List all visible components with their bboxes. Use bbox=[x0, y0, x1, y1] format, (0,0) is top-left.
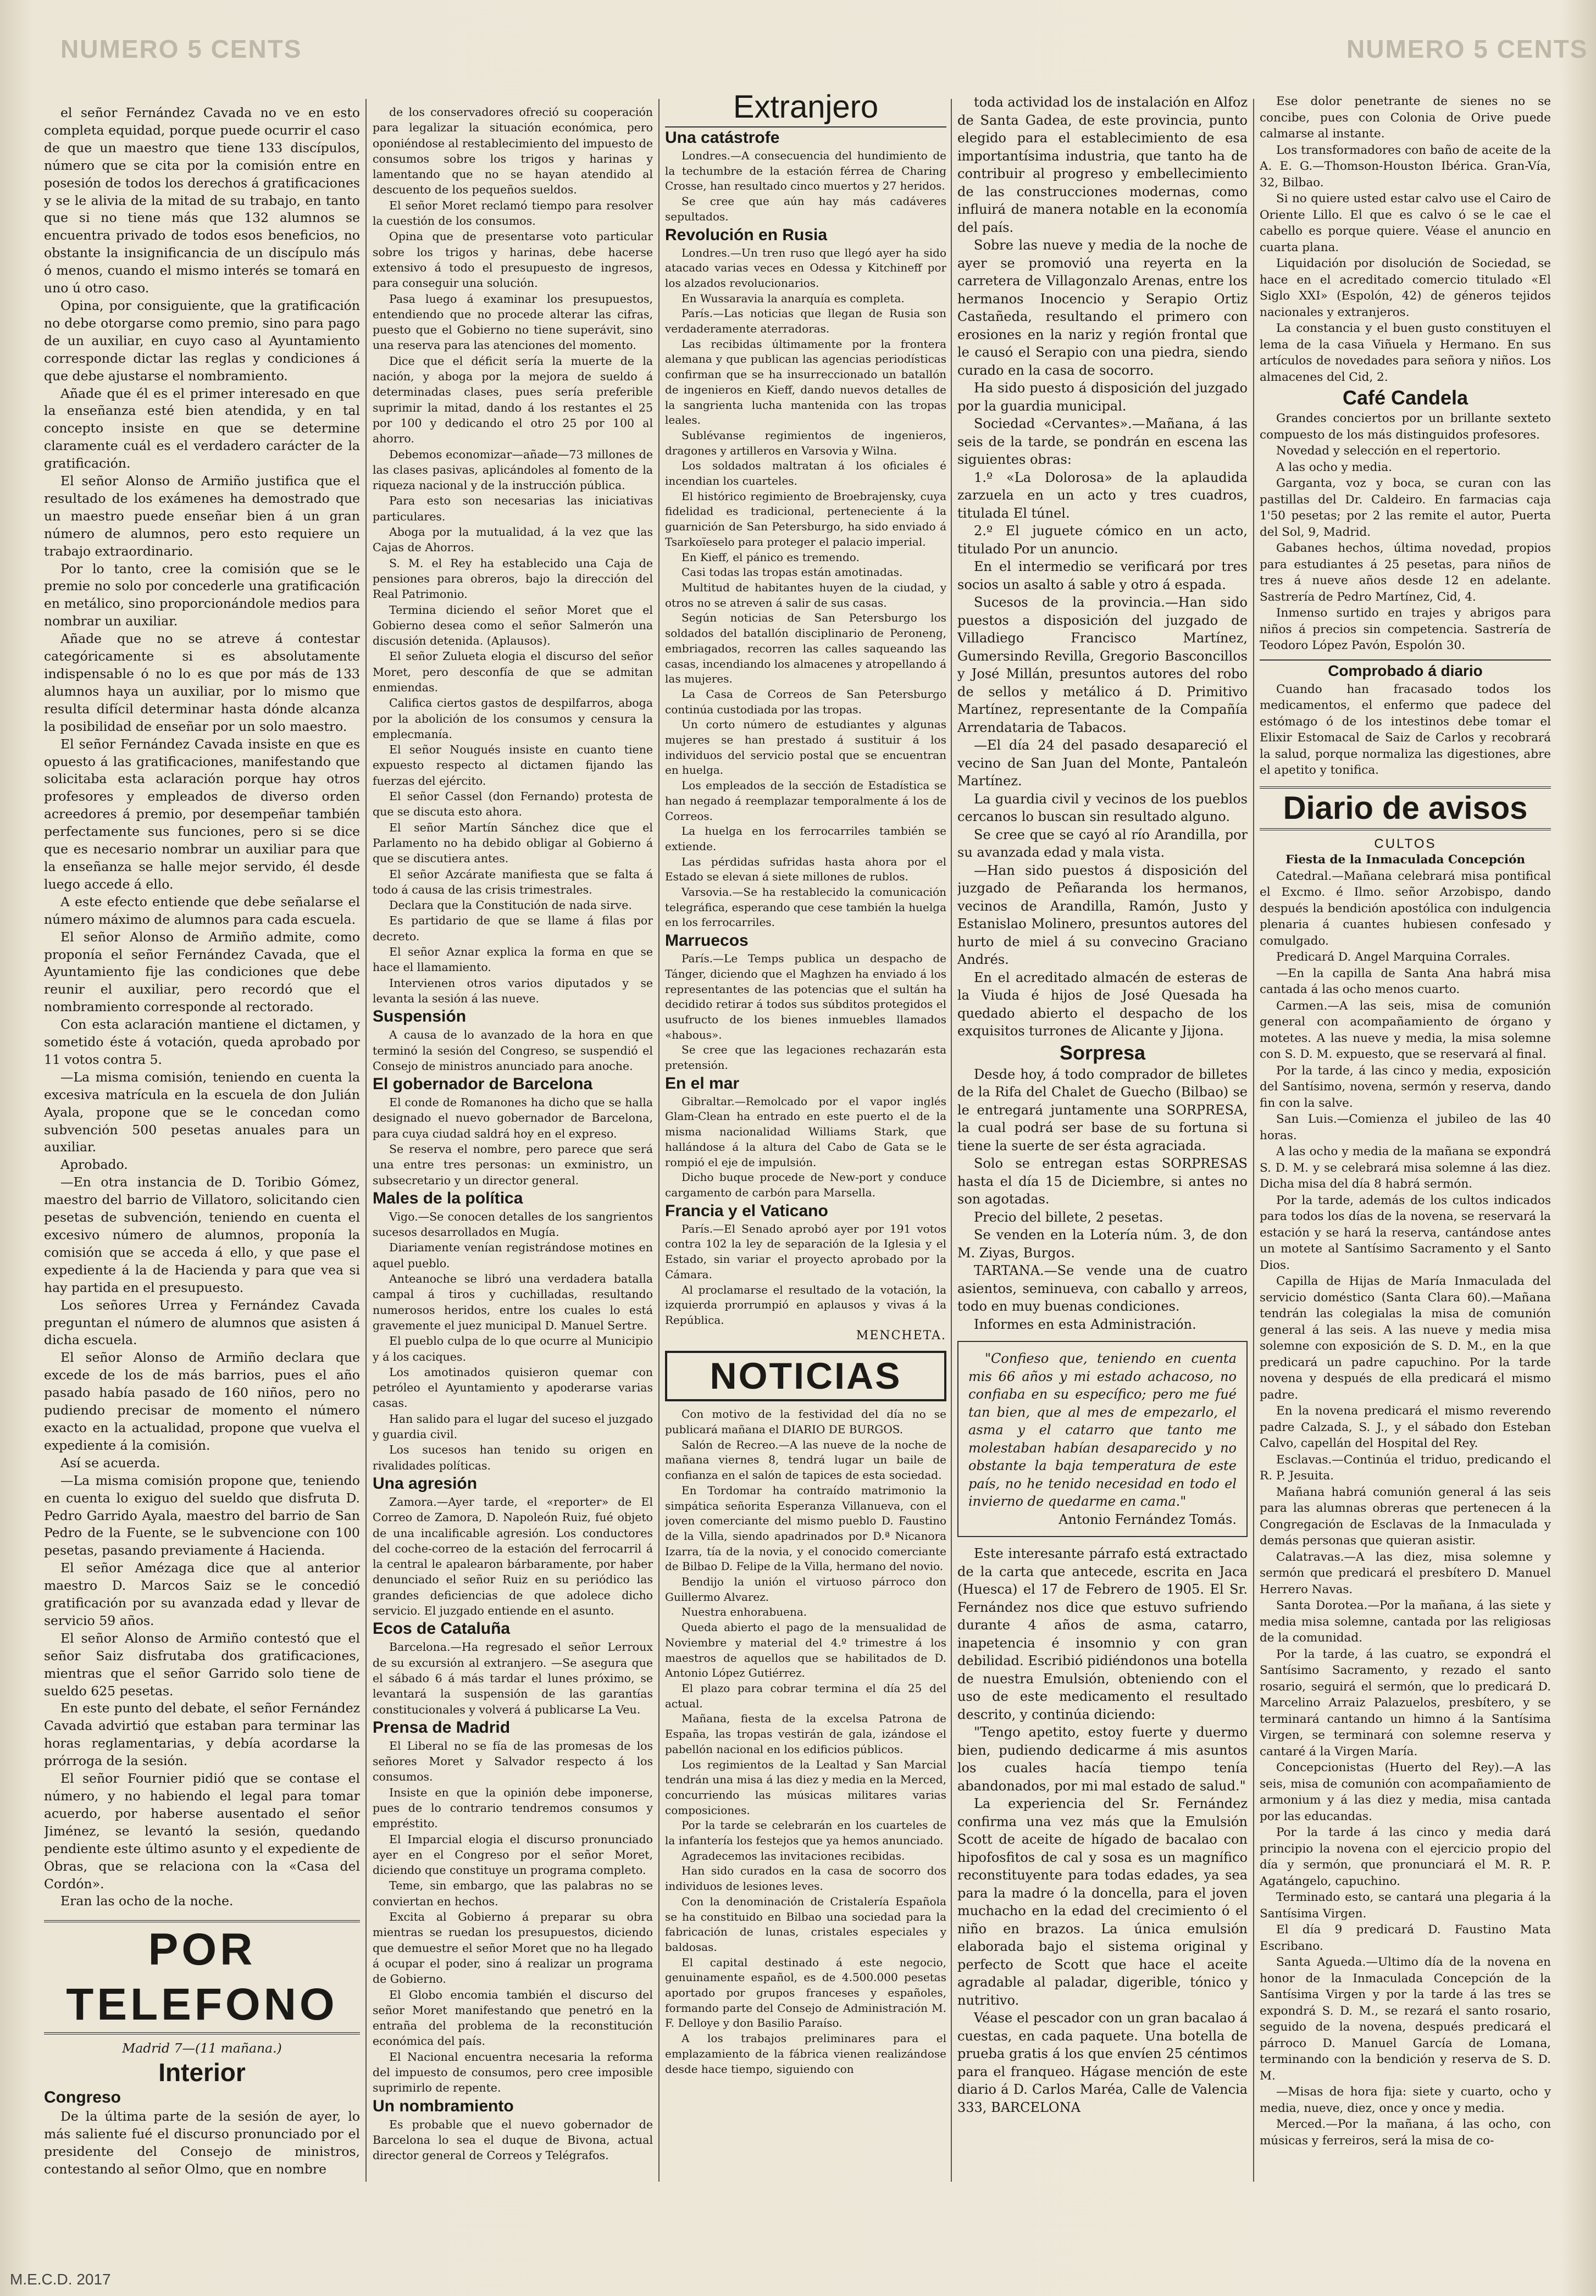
cultos-item: Santa Agueda.—Ultimo día de la novena en honor de la Inmaculada Concepción de la Santísima Virgen y por la tarde á las tres se expondrá S. D. M., se rezará el santo rosario, seguido de la novena, después predicará el párroco D. Manuel García de Lomana, terminando con la bendición y reserva de S. D. M. bbox=[1260, 1955, 1551, 2083]
article-paragraph: Termina diciendo el señor Moret que el Gobierno desea como el señor Salmerón una discusión detenida. (Aplausos). bbox=[373, 603, 653, 648]
article-paragraph: Los señores Urrea y Fernández Cavada preguntan el número de alumnos que asisten á dicha escuela. bbox=[44, 1297, 360, 1348]
cultos-item: Carmen.—A las seis, misa de comunión general con acompañamiento de órgano y motetes. A las nueve y media, la misa solemne con S. D. M. expuesto, que se reservará al final. bbox=[1260, 999, 1551, 1061]
cultos-item: Terminado esto, se cantará una plegaria á la Santísima Virgen. bbox=[1260, 1890, 1551, 1921]
section-cataluna-text: Barcelona.—Ha regresado el señor Lerroux de su excursión al extranjero. —Se asegura que el sábado 6 á más tardar el lunes próximo, se levantará la suspensión de las garantías constitucionales y volverá á publicarse La Veu. bbox=[373, 1640, 653, 1716]
article-paragraph: El señor Amézaga dice que al anterior maestro D. Marcos Saiz se le concedió gratificación por su avanzada edad y llevar de servicio 59 años. bbox=[44, 1560, 360, 1628]
cultos-item: —Misas de hora fija: siete y cuarto, ocho y media, nueve, diez, once y once y media. bbox=[1260, 2085, 1551, 2115]
news-item: Sociedad «Cervantes».—Mañana, á las seis de la tarde, se pondrán en escena las siguientes obras: bbox=[957, 416, 1248, 467]
article-paragraph: Los amotinados quisieron quemar con petróleo el Ayuntamiento y apoderarse varias casas. bbox=[373, 1365, 653, 1410]
news-item: Se cree que se cayó al río Arandilla, por su avanzada edad y mala vista. bbox=[957, 827, 1248, 860]
news-item: —Han sido puestos á disposición del juzgado de Peñaranda los hermanos, vecinos de Arandilla, Ramón, Justo y Estanislao Molinero, presuntos autores del hurto de miel á su convecino Graciano Andrés. bbox=[957, 862, 1248, 967]
cultos-item: Esclavas.—Continúa el triduo, predicando el R. P. Jesuita. bbox=[1260, 1452, 1551, 1483]
news-item: Queda abierto el pago de la mensualidad de Noviembre y material del 4.º trimestre á los maestros de aquellos que se habilitados de D. Antonio López Gutiérrez. bbox=[665, 1621, 946, 1680]
news-item: En el intermedio se verificará por tres socios un asalto á sable y otro á espada. bbox=[957, 559, 1248, 592]
article-paragraph: Sublévanse regimientos de ingenieros, dragones y artilleros en Varsovia y Wilna. bbox=[665, 428, 946, 457]
news-item: Con la denominación de Cristalería Española se ha constituido en Bilbao una sociedad para la fabricación de lunas, cristales especiales y baldosas. bbox=[665, 1894, 946, 1954]
congreso-text: De la última parte de la sesión de ayer, lo más saliente fué el discurso pronunciado por el presidente del Consejo de ministros, contestando al señor Olmo, que en nombre bbox=[44, 2109, 360, 2177]
article-paragraph: El Nacional encuentra necesaria la reforma del impuesto de consumos, pero cree imposible suprimirlo de repente. bbox=[373, 2050, 653, 2095]
section-rusia-body bbox=[665, 246, 946, 931]
cultos-item: Santa Dorotea.—Por la mañana, á las siete y media misa solemne, cantada por las religiosas de la comunidad. bbox=[1260, 1599, 1551, 1645]
section-prensa-title: Prensa de Madrid bbox=[373, 1718, 511, 1737]
article-paragraph: Se reserva el nombre, pero parece que será una entre tres personas: un exministro, un subsecretario y un director general. bbox=[373, 1143, 653, 1187]
cultos-item: Capilla de Hijas de María Inmaculada del servicio doméstico (Santa Clara 60).—Mañana tendrán las colegialas la misa de comunión general á las seis. A las nueve y media misa solemne con exposición de S. D. M., en la que predicará un padre capuchino. Por la tarde novena y después de ella predicará el mismo padre. bbox=[1260, 1274, 1551, 1402]
cultos-item: Por la tarde, á las cinco y media, exposición del Santísimo, novena, sermón y reserva, dando fin con la salve. bbox=[1260, 1063, 1551, 1110]
noticias-title: NOTICIAS bbox=[665, 1351, 946, 1401]
news-item: Por la tarde se celebrarán en los cuarteles de la infantería los festejos que ya hemos anunciado. bbox=[665, 1818, 946, 1848]
ad-paragraph: La experiencia del Sr. Fernández confirma una vez más que la Emulsión Scott de aceite de hígado de bacalao con hipofosfitos de cal y sosa es un magnífico reconstituyente para todas edades, ya sea para la madre ó la doncella, para el joven muchacho en la edad del crecimiento ó el niño en brazos. La única emulsión elaborada bajo el sistema original y perfecto de Scott que hace el aceite agradable al paladar, digerible, tónico y nutritivo. bbox=[957, 1796, 1248, 2008]
diario-avisos-title: Diario de avisos bbox=[1260, 786, 1551, 830]
article-paragraph: París.—El Senado aprobó ayer por 191 votos contra 102 la ley de separación de la Iglesia y el Estado, sin variar el proyecto aprobado por la Cámara. bbox=[665, 1222, 946, 1281]
article-paragraph: S. M. el Rey ha establecido una Caja de pensiones para obreros, bajo la dirección del Real Patrimonio. bbox=[373, 556, 653, 601]
article-paragraph: Es partidario de que se llame á filas por decreto. bbox=[373, 914, 653, 943]
article-paragraph: Intervienen otros varios diputados y se levanta la sesión á las nueve. bbox=[373, 976, 653, 1005]
news-item: Salón de Recreo.—A las nueve de la noche de mañana viernes 8, tendrá lugar un baile de confianza en el salón de tapices de esta sociedad. bbox=[665, 1438, 946, 1482]
ad-paragraph: Véase el pescador con un gran bacalao á cuestas, en cada paquete. Una botella de prueba gratis á los que envíen 25 céntimos para el franqueo. Hágase mención de este diario á D. Carlos Maréa, Calle de Valencia 333, BARCELONA bbox=[957, 2010, 1248, 2115]
ad-paragraph: Si no quiere usted estar calvo use el Cairo de Oriente Lillo. El que es calvo ó se le cae el cabello es porque quiere. Véase el anuncio en cuarta plana. bbox=[1260, 192, 1551, 254]
article-paragraph: —En otra instancia de D. Toribio Gómez, maestro del barrio de Villatoro, solicitando cien pesetas de subvención, teniendo en cuenta el excesivo número de alumnos, proponía la comisión que se acceda á ello, y que pase el expediente á la de Hacienda y para que vea si hay partida en el presupuesto. bbox=[44, 1174, 360, 1295]
ad-paragraph: Solo se entregan estas SORPRESAS hasta el día 15 de Diciembre, si antes no son agotadas. bbox=[957, 1156, 1248, 1207]
candela-body bbox=[1260, 411, 1551, 654]
article-paragraph: A este efecto entiende que debe señalarse el número máximo de alumnos para cada escuela. bbox=[44, 894, 360, 927]
ad-paragraph: Los transformadores con baño de aceite de la A. E. G.—Thomson-Houston Ibérica. Gran-Vía, 32, Bilbao. bbox=[1260, 143, 1551, 190]
emulsion-ad-body bbox=[957, 1545, 1248, 2116]
article-paragraph: Insiste en que la opinión debe imponerse, pues de lo contrario tendremos consumos y empréstito. bbox=[373, 1785, 653, 1831]
column-rule bbox=[365, 99, 367, 2182]
comprobado-title: Comprobado á diario bbox=[1260, 659, 1551, 681]
section-males-title: Males de la política bbox=[373, 1189, 523, 1207]
article-paragraph: Declara que la Constitución de nada sirve. bbox=[389, 899, 632, 912]
news-item: El plazo para cobrar termina el día 25 del actual. bbox=[665, 1681, 946, 1710]
telefono-date: Madrid 7—(11 mañana.) bbox=[122, 2040, 282, 2056]
article-paragraph: Eran las ocho de la noche. bbox=[60, 1893, 234, 1909]
ghost-header-right: NUMERO 5 CENTS bbox=[1346, 35, 1588, 63]
article-paragraph: El señor Cassel (don Fernando) protesta de que se discuta esto ahora. bbox=[373, 790, 653, 819]
article-paragraph: Se cree que las legaciones rechazarán esta pretensión. bbox=[665, 1043, 946, 1072]
section-catastrofe-title: Una catástrofe bbox=[665, 129, 780, 147]
article-paragraph: El señor Azcárate manifiesta que se falta á todo á causa de las crisis trimestrales. bbox=[373, 867, 653, 896]
ad-paragraph: TARTANA.—Se vende una de cuatro asientos, seminueva, con caballo y arreos, todo en muy buenas condiciones. bbox=[957, 1263, 1248, 1314]
ad-paragraph: Grandes conciertos por un brillante sexteto compuesto de los más distinguidos profesores. bbox=[1260, 412, 1551, 442]
section-gobernador-title: El gobernador de Barcelona bbox=[373, 1075, 593, 1094]
article-paragraph: El señor Alonso de Armiño justifica que el resultado de los exámenes ha demostrado que un maestro puede enseñar bien á un gran número de alumnos, pero esto requiere un trabajo extraordinario. bbox=[44, 473, 360, 559]
col5-body bbox=[1260, 93, 1551, 385]
ad-paragraph: A las ocho y media. bbox=[1276, 460, 1392, 474]
article-paragraph: Varsovia.—Se ha restablecido la comunicación telegráfica, esperando que cese también la huelga en los ferrocarriles. bbox=[665, 885, 946, 929]
article-paragraph: Teme, sin embargo, que las palabras no se conviertan en hechos. bbox=[373, 1879, 653, 1908]
ad-paragraph: Gabanes hechos, última novedad, propios para estudiantes á 25 pesetas, para niños de tres á nueve años desde 12 en adelante. Sastrería de Pedro Martínez, Cid, 4. bbox=[1260, 541, 1551, 604]
article-paragraph: Multitud de habitantes huyen de la ciudad, y otros no se atreven á salir de sus casas. bbox=[665, 580, 946, 609]
article-paragraph: Los sucesos han tenido su origen en rivalidades políticas. bbox=[373, 1443, 653, 1472]
cultos-item: Predicará D. Angel Marquina Corrales. bbox=[1276, 950, 1510, 964]
article-paragraph: El señor Aznar explica la forma en que se hace el llamamiento. bbox=[373, 945, 653, 974]
article-paragraph: Opina, por consiguiente, que la gratificación no debe otorgarse como premio, sino para pago de un auxiliar, en cuyo caso al Ayuntamiento corresponde dictar las reglas y condiciones á que debe ajustarse el nombramiento. bbox=[44, 297, 360, 384]
section-marruecos-body bbox=[665, 951, 946, 1073]
ad-paragraph: Garganta, voz y boca, se curan con las pastillas del Dr. Caldeiro. En farmacias caja 1'50 pesetas; por 2 las remite el autor, Puerta del Sol, 9, Madrid. bbox=[1260, 476, 1551, 539]
ad-paragraph: Ese dolor penetrante de sienes no se concibe, pues con Colonia de Orive puede calmarse al instante. bbox=[1260, 95, 1551, 141]
article-paragraph: Añade que él es el primer interesado en que la enseñanza esté bien atendida, y en tal concepto insiste en que se determine claramente cuál es el verdadero carácter de la gratificación. bbox=[44, 385, 360, 472]
candela-title: Café Candela bbox=[1342, 386, 1468, 409]
section-mar-title: En el mar bbox=[665, 1074, 740, 1092]
article-paragraph: Han salido para el lugar del suceso el juzgado y guardia civil. bbox=[373, 1412, 653, 1441]
news-item: Ha sido puesto á disposición del juzgado por la guardia municipal. bbox=[957, 380, 1248, 414]
article-paragraph: Gibraltar.—Remolcado por el vapor inglés Glam-Clean ha entrado en este puerto el de la misma nacionalidad Williams Stark, que hallándose á la altura del Cabo de Gata se le rompió el eje de impulsión. bbox=[665, 1094, 946, 1169]
cultos-item: A las ocho y media de la mañana se expondrá S. D. M. y se celebrará misa solemne á las diez. Dicha misa del día 8 habrá sermón. bbox=[1260, 1145, 1551, 1191]
article-paragraph: Londres.—A consecuencia del hundimiento de la techumbre de la estación férrea de Charing Crosse, han resultado cinco muertos y 27 heridos. bbox=[665, 149, 946, 193]
section-agresion-text: Zamora.—Ayer tarde, el «reporter» de El Correo de Zamora, D. Napoleón Ruiz, fué objeto de una incalificable agresión. Los conductores del coche-correo de la estación del ferrocarril á la central le apalearon bárbaramente, por haber denunciado el señor Ruiz en su periódico las grandes deficiencias de que adolece dicho servicio. El juzgado entiende en el asunto. bbox=[373, 1495, 653, 1618]
cultos-item: San Luis.—Comienza el jubileo de las 40 horas. bbox=[1260, 1112, 1551, 1143]
article-paragraph: En Wussaravia la anarquía es completa. bbox=[681, 291, 905, 305]
cultos-item: Mañana habrá comunión general á las seis para las alumnas obreras que pertenecen á la Congregación de Esclavas de la Inmaculada y demás personas que quieran asistir. bbox=[1260, 1485, 1551, 1548]
interior-title: Interior bbox=[158, 2058, 246, 2087]
article-paragraph: Pasa luego á examinar los presupuestos, entendiendo que no procede alterar las cifras, puesto que el Gobierno no tiene superávit, sino una reserva para las atenciones del momento. bbox=[373, 292, 653, 352]
article-paragraph: El señor Alonso de Armiño admite, como proponía el señor Fernández Cavada, que el Ayuntamiento fije las condiciones que debe reunir el auxiliar, pero recordó que el nombramiento corresponde al rectorado. bbox=[44, 929, 360, 1015]
column-5 bbox=[1260, 93, 1551, 2171]
column-rule bbox=[951, 99, 952, 2182]
cultos-item: Calatravas.—A las diez, misa solemne y sermón que predicará el presbítero D. Manuel Herrero Navas. bbox=[1260, 1550, 1551, 1596]
article-paragraph: La Casa de Correos de San Petersburgo continúa custodiada por las tropas. bbox=[665, 687, 946, 716]
section-rusia-title: Revolución en Rusia bbox=[665, 225, 828, 244]
article-paragraph: Califica ciertos gastos de despilfarros, aboga por la abolición de los consumos y censura la emplecmanía. bbox=[373, 696, 653, 741]
news-item: En Tordomar ha contraído matrimonio la simpática señorita Esperanza Villanueva, con el joven comerciante del mismo pueblo D. Faustino de la Villa, siendo apadrinados por D.ª Nicanora Izarra, tía de la novia, y el conocido comerciante de Bilbao D. Felipe de la Villa, hermano del novio. bbox=[665, 1483, 946, 1573]
ad-paragraph: "Tengo apetito, estoy fuerte y duermo bien, pudiendo dedicarme á mis asuntos los cuales hacía tiempo tenía abandonados, por mi mal estado de salud." bbox=[957, 1724, 1248, 1794]
news-item: Con motivo de la festividad del día no se publicará mañana el DIARIO DE BURGOS. bbox=[665, 1407, 946, 1437]
article-paragraph: Añade que no se atreve á contestar categóricamente si es absolutamente indispensable ó no lo es que por más de 133 alumnos haya un auxiliar, por lo mismo que resulta difícil determinar hasta dónde alcanza la posibilidad de enseñar por un solo maestro. bbox=[44, 631, 360, 734]
cultos-item: Merced.—Por la mañana, á las ocho, con músicas y ferreiros, será la misa de co- bbox=[1260, 2117, 1551, 2148]
footer-mark: M.E.C.D. 2017 bbox=[10, 2271, 111, 2288]
col2-body bbox=[373, 104, 653, 1006]
col4-body bbox=[957, 93, 1248, 1040]
cultos-body bbox=[1260, 868, 1551, 2149]
article-paragraph: Por lo tanto, cree la comisión que se le premie no solo por concederle una gratificación en metálico, sino proporcionándole medios para nombrar un auxiliar. bbox=[44, 561, 360, 629]
section-francia-title: Francia y el Vaticano bbox=[665, 1201, 828, 1220]
ghost-header-left: NUMERO 5 CENTS bbox=[60, 35, 302, 63]
extranjero-title: Extranjero bbox=[665, 88, 946, 127]
col1-body bbox=[44, 104, 360, 1910]
news-item: toda actividad los de instalación en Alfoz de Santa Gadea, de este provincia, punto elegido para el establecimiento de esa importantísima industria, que tanto ha de contribuir al progreso y embellecimiento de las construcciones modernas, como influirá de manera notable en la economía del país. bbox=[957, 95, 1248, 235]
news-item: Bendijo la unión el virtuoso párroco don Guillermo Alvarez. bbox=[665, 1575, 946, 1604]
article-paragraph: —La misma comisión, teniendo en cuenta la excesiva matrícula en la escuela de don Julián Ayala, propone que se le concedan como subvención 500 pesetas anuales para un auxiliar. bbox=[44, 1069, 360, 1155]
article-paragraph: El histórico regimiento de Broebrajensky, cuya fidelidad es tradicional, perteneciente á la guarnición de San Petersburgo, ha sido enviado á Tsarkoïeselo para proteger el palacio imperial. bbox=[665, 489, 946, 548]
article-paragraph: El Liberal no se fía de las promesas de los señores Moret y Salvador respecto á los consumos. bbox=[373, 1739, 653, 1784]
article-paragraph: de los conservadores ofreció su cooperación para legalizar la situación económica, pero oponiéndose al restablecimiento del impuesto de consumos sobre los trigos y harinas y lamentando que no se hayan atendido al descuento de los pequeños sueldos. bbox=[373, 106, 653, 197]
article-paragraph: Al proclamarse el resultado de la votación, la izquierda prorrumpió en aplausos y vivas á la República. bbox=[665, 1283, 946, 1327]
signature: MENCHETA. bbox=[856, 1328, 946, 1343]
article-paragraph: París.—Las noticias que llegan de Rusia son verdaderamente aterradoras. bbox=[665, 307, 946, 336]
column-rule bbox=[1253, 99, 1254, 2182]
article-paragraph: En este punto del debate, el señor Fernández Cavada advirtió que estaban para terminar las horas reglamentarias, y debía acordarse la prórroga de la sesión. bbox=[44, 1700, 360, 1769]
article-paragraph: El conde de Romanones ha dicho que se halla designado el nuevo gobernador de Barcelona, para cuya ciudad saldrá hoy en el expreso. bbox=[373, 1096, 653, 1140]
quote-paragraph: "Confieso que, teniendo en cuenta mis 66 años y mi estado achacoso, no confiaba en su específico; pero me fué tan bien, que al mes de empezarlo, el asma y el catarro que tanto me molestaban habían desaparecido y no obstante la baja temperatura de este país, no he tenido necesidad en todo el invierno de quedarme en cama." bbox=[968, 1351, 1237, 1509]
news-item: Agradecemos las invitaciones recibidas. bbox=[681, 1849, 905, 1862]
section-nombramiento-title: Un nombramiento bbox=[373, 2097, 514, 2115]
news-item: Han sido curados en la casa de socorro dos individuos de lesiones leves. bbox=[665, 1864, 946, 1893]
article-paragraph: Dice que el déficit sería la muerte de la nación, y aboga por la mejora de sueldo á determinadas clases, pues sería preferible suprimir la mitad, dando á los restantes el 25 por 100 y dedicando el otro 25 por 100 al ahorro. bbox=[373, 354, 653, 446]
quote-body bbox=[968, 1350, 1237, 1511]
article-paragraph: Se cree que aún hay más cadáveres sepultados. bbox=[665, 195, 946, 223]
article-paragraph: el señor Fernández Cavada no ve en esto completa equidad, porque puede ocurrir el caso de que un maestro que tiene 133 discípulos, número que se cita por la comisión entre en posesión de todos los derechos á gratificaciones y se le alivia de la mitad de su trabajo, en tanto que si no tiene más que 132 alumnos se encuentra privado de todos esos beneficios, no obstante la insignificancia de un discípulo más ó menos, cuando el mismo interés se tomará en uno ú otro caso. bbox=[44, 105, 360, 296]
news-item: La guardia civil y vecinos de los pueblos cercanos lo buscan sin resultado alguno. bbox=[957, 791, 1248, 824]
ad-paragraph: Desde hoy, á todo comprador de billetes de la Rifa del Chalet de Guecho (Bilbao) se le entregará juntamente una SORPRESA, la cual podrá ser base de su fortuna si tiene la suerte de ser ésta agraciada. bbox=[957, 1066, 1248, 1153]
column-4 bbox=[957, 93, 1248, 2171]
article-paragraph: Excita al Gobierno á preparar su obra mientras se ruedan los presupuestos, diciendo que demuestre el señor Moret que no ha llegado á ocupar el poder, sino á realizar un programa de Gobierno. bbox=[373, 1910, 653, 1986]
article-paragraph: Las recibidas últimamente por la frontera alemana y que publican las agencias periodísticas confirman que se ha insurreccionado un batallón de ingenieros en Kieff, dando nuevos detalles de la sangrienta lucha mantenida con las tropas leales. bbox=[665, 337, 946, 427]
sorpresa-body bbox=[957, 1066, 1248, 1334]
comprobado-text: Cuando han fracasado todos los medicamentos, el enfermo que padece del estómago ó de los intestinos debe tomar el Elixir Estomacal de Saiz de Carlos y recobrará la salud, porque normaliza las digestiones, abre el apetito y tonifica. bbox=[1260, 682, 1551, 777]
cultos-item: Por la tarde, á las cuatro, se expondrá el Santísimo Sacramento, y rezado el santo rosario, seguirá el sermón, que lo predicará D. Marcelino Arraiz Palazuelos, presbítero, y se terminará cantando un himno á la Santísima Virgen, se terminará con solemne reserva y cantaré á la Virgen María. bbox=[1260, 1647, 1551, 1759]
article-paragraph: Vigo.—Se conocen detalles de los sangrientos sucesos desarrollados en Mugía. bbox=[373, 1210, 653, 1239]
ad-paragraph: Novedad y selección en el repertorio. bbox=[1276, 444, 1501, 458]
cultos-item: —En la capilla de Santa Ana habrá misa cantada á las ocho menos cuarto. bbox=[1260, 966, 1551, 996]
fiesta-title: Fiesta de la Inmaculada Concepción bbox=[1285, 853, 1526, 867]
article-paragraph: Los empleados de la sección de Estadística se han negado á reemplazar temporalmente á los de Correos. bbox=[665, 779, 946, 823]
article-paragraph: El señor Fournier pidió que se contase el número, y no habiendo el legal para tomar acuerdo, por haberse ausentado el señor Jiménez, se levantó la sesión, quedando pendiente este último asunto y el expediente de Obras, que se relaciona con la «Casa del Cordón». bbox=[44, 1771, 360, 1892]
ad-paragraph: Inmenso surtido en trajes y abrigos para niños á precios sin competencia. Sastrería de Teodoro López Pavón, Espolón 30. bbox=[1260, 606, 1551, 652]
column-3 bbox=[665, 88, 946, 2165]
section-nombramiento-text: Es probable que el nuevo gobernador de Barcelona lo sea el duque de Bivona, actual director general de Correos y Telégrafos. bbox=[373, 2117, 653, 2162]
article-paragraph: Un corto número de estudiantes y algunas mujeres se han prestado á sustituir á los individuos del servicio postal que se encuentran en huelga. bbox=[665, 718, 946, 777]
section-marruecos-title: Marruecos bbox=[665, 931, 749, 950]
article-paragraph: Debemos economizar—añade—73 millones de las clases pasivas, aplicándoles al fomento de la riqueza nacional y de la instrucción pública. bbox=[373, 447, 653, 492]
article-paragraph: El señor Alonso de Armiño contestó que el señor Saiz disfrutaba dos gratificaciones, mientras que el señor Garrido solo tiene de sueldo 625 pesetas. bbox=[44, 1630, 360, 1699]
article-paragraph: El señor Alonso de Armiño declara que excede de los de más barrios, pues el año pasado había pasado de 160 niños, pero no pudiendo precisar de momento el número exacto en la actualidad, propone que vuelva el expediente á la comisión. bbox=[44, 1350, 360, 1453]
news-item: El capital destinado á este negocio, genuinamente español, es de 4.500.000 pesetas aportado por grupos franceses y españoles, formando parte del Consejo de Administración M. F. Delloye y don Basilio Paraíso. bbox=[665, 1955, 946, 2030]
article-paragraph: En Kieff, el pánico es tremendo. bbox=[681, 550, 860, 564]
article-paragraph: Aprobado. bbox=[60, 1157, 128, 1173]
article-paragraph: El señor Moret reclamó tiempo para resolver la cuestión de los consumos. bbox=[373, 198, 653, 228]
article-paragraph: Los soldados maltratan á los oficiales é incendian los cuarteles. bbox=[665, 459, 946, 488]
cultos-item: Concepcionistas (Huerto del Rey).—A las seis, misa de comunión con acompañamiento de armonium y á las diez y media, misa cantada por las educandas. bbox=[1260, 1761, 1551, 1823]
section-mar-body bbox=[665, 1094, 946, 1201]
section-males-body bbox=[373, 1209, 653, 1473]
news-item: En el acreditado almacén de esteras de la Viuda é hijos de José Quesada ha quedado abierto el despacho de los exquisitos turrones de Alicante y Jijona. bbox=[957, 969, 1248, 1039]
cultos-item: El día 9 predicará D. Faustino Mata Escribano. bbox=[1260, 1923, 1551, 1953]
news-item: Nuestra enhorabuena. bbox=[681, 1605, 807, 1619]
noticias-body bbox=[665, 1407, 946, 2077]
article-paragraph: —La misma comisión propone que, teniendo en cuenta lo exiguo del sueldo que disfruta D. Pedro Garrido Ayala, maestro del barrio de San Pedro de la Fuente, se le subvencione con 100 pesetas, pasando previamente á Hacienda. bbox=[44, 1472, 360, 1559]
article-paragraph: Dicho buque procede de New-port y conduce cargamento de carbón para Marsella. bbox=[665, 1171, 946, 1199]
article-paragraph: Para esto son necesarias las iniciativas particulares. bbox=[373, 494, 653, 523]
article-paragraph: El Imparcial elogia el discurso pronunciado ayer en el Congreso por el señor Moret, diciendo que constituye un programa completo. bbox=[373, 1832, 653, 1877]
section-catastrofe-body bbox=[665, 148, 946, 225]
section-suspension-title: Suspensión bbox=[373, 1007, 467, 1026]
article-paragraph: París.—Le Temps publica un despacho de Tánger, diciendo que el Maghzen ha enviado á los representantes de las potencias que el sultán ha decidido retirar á todos sus súbditos protegidos el usufructo de los bienes inmuebles llamados «habous». bbox=[665, 952, 946, 1041]
ad-paragraph: La constancia y el buen gusto constituyen el lema de la casa Viñuela y Hermano. En sus artículos de novedades para señora y niños. Los almacenes del Cid, 2. bbox=[1260, 321, 1551, 384]
article-paragraph: Con esta aclaración mantiene el dictamen, y sometido éste á votación, queda aprobado por 11 votos contra 5. bbox=[44, 1017, 360, 1067]
article-paragraph: El señor Fernández Cavada insiste en que es opuesto á las gratificaciones, manifestando que solicitaba esta aclaración porque hay otros profesores y empleados de diverso orden acreedores á premio, por desempeñar también perfectamente sus funciones, pero si se dice que es necesario nombrar un auxiliar para que la enseñanza se halle mejor servido, él desde luego accede á ello. bbox=[44, 736, 360, 892]
news-item: 1.º «La Dolorosa» de la aplaudida zarzuela en un acto y tres cuadros, titulada El túnel. bbox=[957, 469, 1248, 521]
news-item: Los regimientos de la Lealtad y San Marcial tendrán una misa á las diez y media en la Merced, concurriendo las músicas militares varias composiciones. bbox=[665, 1757, 946, 1817]
congreso-title: Congreso bbox=[44, 2088, 121, 2107]
article-paragraph: El señor Zulueta elogia el discurso del señor Moret, pero desconfía de que se admitan enmiendas. bbox=[373, 650, 653, 694]
cultos-item: Por la tarde, además de los cultos indicados para todos los días de la novena, se reservará la estación y se hará la reserva, cantándose antes un motete al Santísimo Sacramento y el Santo Dios. bbox=[1260, 1193, 1551, 1272]
section-prensa-body bbox=[373, 1738, 653, 2096]
section-francia-body bbox=[665, 1222, 946, 1328]
article-paragraph: El señor Nougués insiste en cuanto tiene expuesto respecto al dictamen fijando las fuerzas del ejército. bbox=[373, 743, 653, 787]
article-paragraph: El Globo encomia también el discurso del señor Moret manifestando que penetró en la entraña del problema de la reconstitución económica del país. bbox=[373, 1988, 653, 2048]
cultos-title: CULTOS bbox=[1374, 836, 1437, 851]
ad-paragraph: Informes en esta Administración. bbox=[974, 1316, 1196, 1332]
article-paragraph: Londres.—Un tren ruso que llegó ayer ha sido atacado varias veces en Odessa y Kitchineff por los alzados revolucionarios. bbox=[665, 246, 946, 290]
ad-paragraph: Precio del billete, 2 pesetas. bbox=[974, 1209, 1163, 1225]
cultos-item: Catedral.—Mañana celebrará misa pontifical el Excmo. é Ilmo. señor Arzobispo, dando después la bendición apostólica con indulgencia plenaria á cuantes hubiesen confesado y comulgado. bbox=[1260, 869, 1551, 948]
news-item: Mañana, fiesta de la excelsa Patrona de España, las tropas vestirán de gala, izándose el pabellón nacional en los edificios públicos. bbox=[665, 1712, 946, 1756]
column-rule bbox=[658, 99, 660, 2182]
article-paragraph: Casi todas las tropas están amotinadas. bbox=[681, 565, 903, 579]
news-item: 2.º El juguete cómico en un acto, titulado Por un anuncio. bbox=[957, 523, 1248, 557]
news-item: A los trabajos preliminares para el emplazamiento de la fábrica vienen realizándose desde hace tiempo, siguiendo con bbox=[665, 2032, 946, 2076]
ad-paragraph: Liquidación por disolución de Sociedad, se hace en el acreditado comercio titulado «El Siglo XXI» (Espolón, 42) de géneros tejidos nacionales y extranjeros. bbox=[1260, 257, 1551, 319]
section-cataluna-title: Ecos de Cataluña bbox=[373, 1620, 511, 1638]
news-item: —El día 24 del pasado desapareció el vecino de San Juan del Monte, Pantaleón Martínez. bbox=[957, 737, 1248, 789]
article-paragraph: El señor Martín Sánchez dice que el Parlamento no ha debido obligar al Gobierno á que se discutiera antes. bbox=[373, 820, 653, 866]
section-gobernador-body bbox=[373, 1095, 653, 1188]
article-paragraph: Las pérdidas sufridas hasta ahora por el Estado se elevan á siete millones de rublos. bbox=[665, 855, 946, 884]
telefono-title: POR TELEFONO bbox=[44, 1920, 360, 2034]
article-paragraph: Anteanoche se libró una verdadera batalla campal á tiros y cuchilladas, resultando numerosos heridos, entre los cuales lo está gravemente el juez municipal D. Manuel Sertre. bbox=[373, 1272, 653, 1332]
article-paragraph: Según noticias de San Petersburgo los soldados del batallón disciplinario de Peroneng, embriagados, recorren las calles saqueando las casas, incendiando los almacenes y atropellando á las mujeres. bbox=[665, 611, 946, 686]
column-2 bbox=[373, 104, 653, 2182]
article-paragraph: El pueblo culpa de lo que ocurre al Municipio y á los caciques. bbox=[373, 1334, 653, 1363]
ad-paragraph: Se venden en la Lotería núm. 3, de don M. Ziyas, Burgos. bbox=[957, 1227, 1248, 1261]
article-paragraph: Opina que de presentarse voto particular sobre los trigos y harinas, debe hacerse extensivo á todo el presupuesto de ingresos, para conseguir una solución. bbox=[373, 230, 653, 290]
emulsion-ad-quote bbox=[957, 1341, 1248, 1537]
article-paragraph: Diariamente venían registrándose motines en aquel pueblo. bbox=[373, 1241, 653, 1270]
section-suspension-text: A causa de lo avanzado de la hora en que terminó la sesión del Congreso, se suspendió el Consejo de ministros anunciado para anoche. bbox=[373, 1028, 653, 1073]
ad-paragraph: Este interesante párrafo está extractado de la carta que antecede, escrita en Jaca (Huesca) el 17 de Febrero de 1905. El Sr. Fernández nos dice que estuvo sufriendo durante 4 años de asma, catarro, inapetencia é insomnio y con gran debilidad. Escribió pidiéndonos una botella de nuestra Emulsión, obteniendo con el uso de este medicamento el resultado descrito, y continúa diciendo: bbox=[957, 1546, 1248, 1722]
cultos-item: En la novena predicará el mismo reverendo padre Calzada, S. J., y el sábado don Esteban Calvo, capellán del Hospital del Rey. bbox=[1260, 1404, 1551, 1450]
article-paragraph: Así se acuerda. bbox=[60, 1455, 160, 1471]
sorpresa-title: Sorpresa bbox=[1059, 1041, 1146, 1064]
news-item: Sucesos de la provincia.—Han sido puestos a disposición del juzgado de Villadiego Francisco Martínez, Gumersindo Revilla, Gregorio Basconcillos y José Millán, presuntos autores del robo de sellos y metálico á D. Primitivo Martínez, representante de la Compañía Arrendataria de Tabacos. bbox=[957, 595, 1248, 735]
cultos-item: Por la tarde á las cinco y media dará principio la novena con el ejercicio propio del día y sermón, que pronunciará el M. R. P. Agatángelo, capuchino. bbox=[1260, 1826, 1551, 1888]
column-1 bbox=[44, 104, 360, 2182]
section-agresion-title: Una agresión bbox=[373, 1474, 478, 1493]
news-item: Sobre las nueve y media de la noche de ayer se promovió una reyerta en la carretera de Villagonzalo Arenas, entre los hermanos Inocencio y Serapio Ortiz Castañeda, resultando el primero con erosiones en la nariz y región frontal que le causó el Serapio con una piedra, siendo curado en la casa de socorro. bbox=[957, 237, 1248, 378]
article-paragraph: Aboga por la mutualidad, á la vez que las Cajas de Ahorros. bbox=[373, 525, 653, 554]
quote-signature: Antonio Fernández Tomás. bbox=[1059, 1511, 1237, 1527]
article-paragraph: La huelga en los ferrocarriles también se extiende. bbox=[665, 824, 946, 853]
